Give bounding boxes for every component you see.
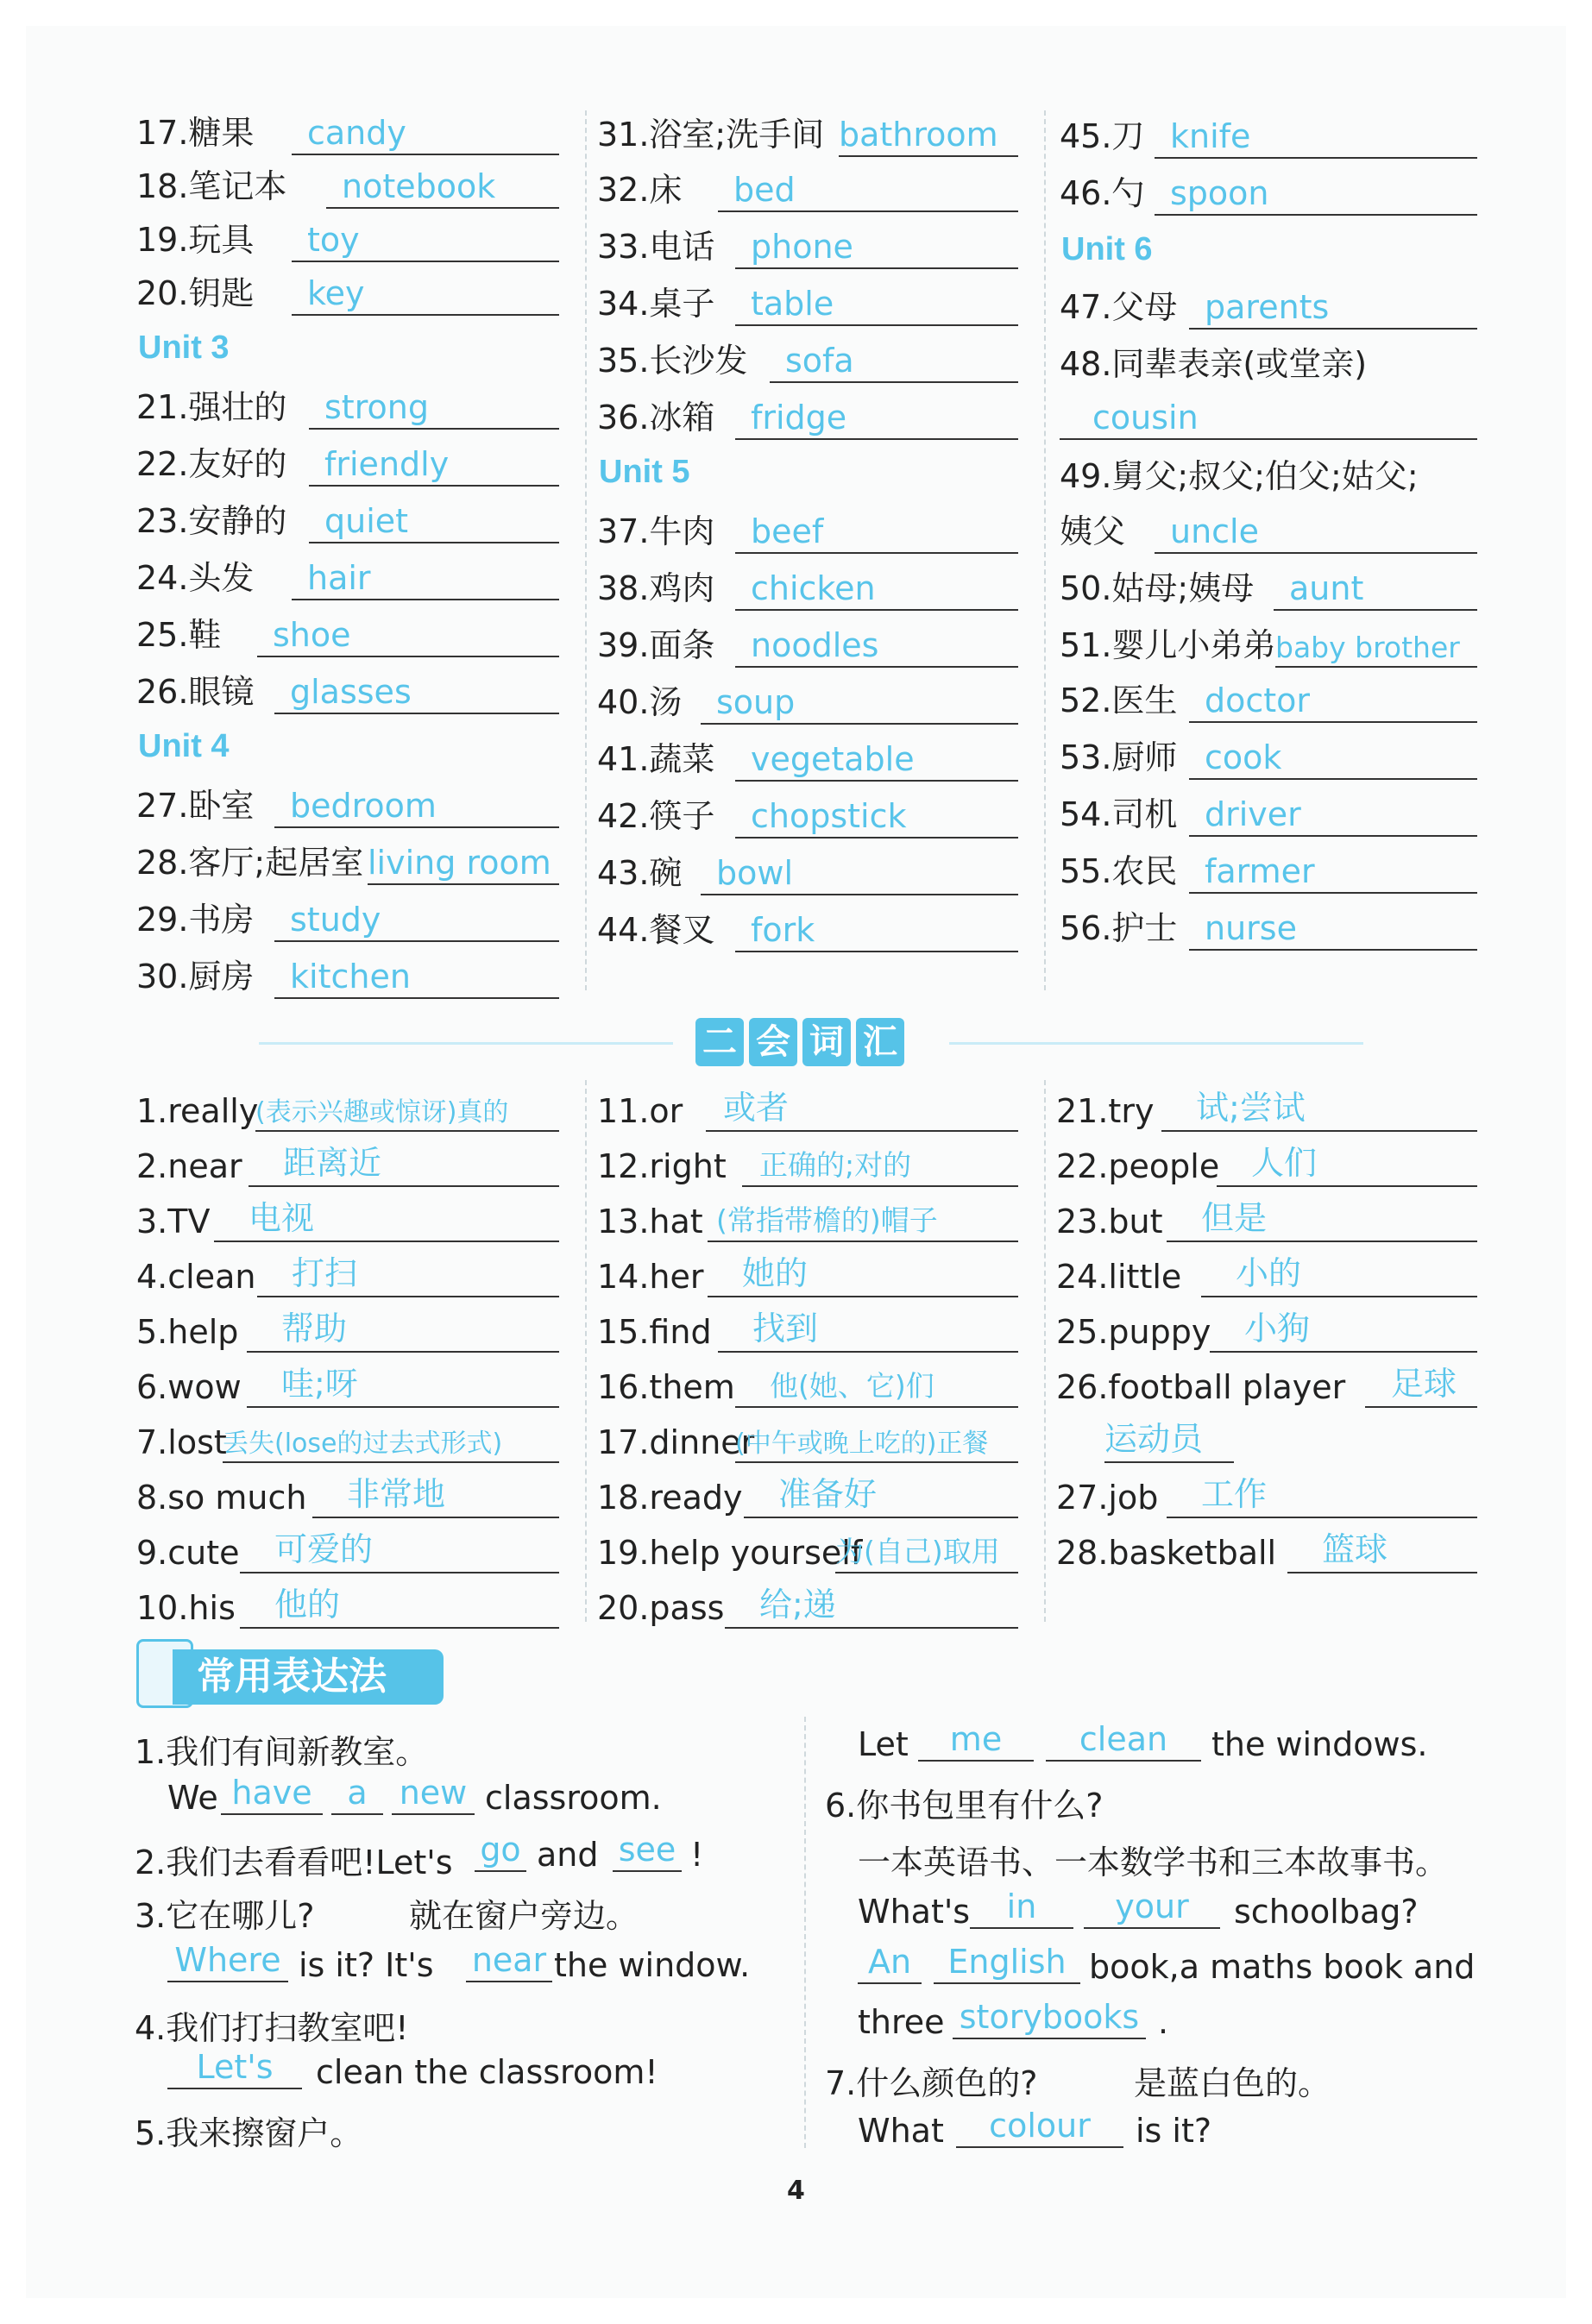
answer-blank[interactable]	[309, 497, 559, 543]
answer-text: 为(自己)取用	[835, 1535, 1000, 1568]
answer-blank[interactable]	[735, 280, 1018, 326]
answer-text: 丢失(lose的过去式形式)	[223, 1429, 503, 1459]
answer-text: 她的	[742, 1254, 809, 1292]
answer-blank[interactable]	[292, 216, 559, 262]
answer-text: driver	[1205, 795, 1301, 833]
answer-blank[interactable]	[274, 895, 559, 942]
answer-text: clean	[1079, 1720, 1168, 1758]
answer-text: bed	[733, 171, 796, 209]
vocab-item: 28.basketball 篮球	[1056, 1522, 1477, 1579]
vocab-item: 6.wow 哇;呀	[136, 1356, 559, 1413]
answer-text: bowl	[716, 854, 794, 892]
vocab-item: 22.友好的 friendly	[136, 435, 559, 492]
answer-text: 帮助	[281, 1310, 348, 1347]
answer-text: notebook	[342, 167, 496, 205]
page-number: 4	[787, 2176, 805, 2206]
section-title-expressions: 常用表达法	[173, 1649, 444, 1705]
answer-blank[interactable]	[742, 1140, 1018, 1187]
vocab-item: 18.ready 准备好	[597, 1467, 1018, 1523]
expression-3-prompt: 3.它在哪儿?	[135, 1897, 315, 1935]
answer-text: 或者	[723, 1089, 790, 1127]
answer-text: 试;尝试	[1196, 1089, 1306, 1127]
vocab-item: 43.碗 bowl	[597, 844, 1018, 901]
vocab-item: 13.hat (常指带檐的)帽子	[597, 1190, 1018, 1247]
expression-6-tail: schoolbag?	[1234, 1893, 1419, 1931]
vocab-item: 15.find 找到	[597, 1301, 1018, 1358]
vocab-item: 14.her 她的	[597, 1246, 1018, 1303]
vocab-item: 42.筷子 chopstick	[597, 787, 1018, 844]
answer-blank[interactable]	[953, 1993, 1146, 2039]
vocab-item: 12.right 正确的;对的	[597, 1135, 1018, 1192]
answer-text: 运动员	[1104, 1420, 1204, 1458]
expression-4-tail: clean the classroom!	[316, 2053, 658, 2091]
answer-blank[interactable]	[835, 1527, 1018, 1573]
answer-blank[interactable]	[167, 2043, 302, 2089]
answer-blank[interactable]	[466, 1936, 552, 1982]
answer-text: doctor	[1205, 681, 1311, 719]
answer-text: your	[1115, 1887, 1189, 1925]
answer-text: friendly	[324, 445, 450, 483]
expression-2-prompt: 2.我们去看看吧!Let's	[135, 1843, 453, 1881]
vocab-item: 5.help 帮助	[136, 1301, 559, 1358]
answer-text: in	[1006, 1887, 1037, 1925]
answer-blank[interactable]	[1189, 790, 1477, 837]
answer-text: baby brother	[1275, 631, 1460, 664]
answer-blank[interactable]	[1189, 676, 1477, 723]
answer-text: chopstick	[751, 797, 907, 835]
answer-blank[interactable]	[956, 2101, 1123, 2148]
title-char: 会	[749, 1018, 797, 1066]
unit-heading: Unit 6	[1061, 231, 1153, 267]
answer-text: 足球	[1391, 1365, 1457, 1403]
answer-text: 给;递	[759, 1586, 836, 1624]
answer-text: bathroom	[839, 116, 998, 154]
vocab-item: 26.眼镜 glasses	[136, 663, 559, 719]
vocab-item: 10.his 他的	[136, 1577, 559, 1634]
answer-text: toy	[307, 221, 360, 259]
answer-text: 正确的;对的	[759, 1148, 912, 1182]
answer-text: glasses	[290, 673, 412, 711]
answer-text: beef	[751, 512, 824, 550]
answer-text: have	[231, 1774, 312, 1812]
answer-text: living room	[368, 844, 551, 882]
expression-3-tail: the window.	[554, 1946, 751, 1984]
answer-blank[interactable]	[613, 1825, 682, 1872]
answer-blank[interactable]	[240, 1527, 559, 1573]
column-divider	[1044, 1080, 1046, 1622]
expression-1-prompt: 1.我们有间新教室。	[135, 1733, 429, 1771]
answer-text: sofa	[785, 342, 854, 380]
answer-blank[interactable]	[701, 849, 1018, 895]
answer-blank[interactable]	[706, 1085, 1018, 1132]
answer-text: 篮球	[1322, 1530, 1388, 1568]
answer-blank[interactable]	[1287, 1527, 1477, 1573]
answer-blank[interactable]	[1046, 1715, 1201, 1762]
vocab-item: 1.really (表示兴趣或惊讶)真的	[136, 1080, 559, 1137]
answer-blank[interactable]	[1104, 1416, 1234, 1463]
answer-text: me	[949, 1720, 1003, 1758]
answer-text: 电视	[249, 1199, 315, 1237]
unit-heading: Unit 4	[138, 728, 230, 764]
answer-text: 非常地	[347, 1475, 446, 1513]
section-title-vocab	[695, 1018, 904, 1066]
answer-blank[interactable]	[770, 336, 1018, 383]
answer-blank[interactable]	[368, 839, 559, 885]
answer-blank[interactable]	[292, 554, 559, 600]
answer-text: (中午或晚上吃的)正餐	[735, 1429, 989, 1459]
answer-blank[interactable]	[247, 1361, 559, 1408]
answer-text: Where	[174, 1941, 281, 1979]
answer-text: parents	[1205, 288, 1330, 326]
answer-text: fork	[751, 911, 815, 949]
answer-blank[interactable]	[257, 611, 559, 657]
answer-blank[interactable]	[221, 1768, 323, 1815]
answer-text: table	[751, 285, 834, 323]
vocab-item: 44.餐叉 fork	[597, 901, 1018, 958]
answer-text: 他(她、它)们	[770, 1369, 934, 1403]
answer-blank[interactable]	[1189, 847, 1477, 894]
vocab-item: 27.job 工作	[1056, 1467, 1477, 1523]
answer-blank[interactable]	[274, 782, 559, 828]
answer-blank[interactable]	[255, 1085, 559, 1132]
vocab-item: 40.汤 soup	[597, 673, 1018, 730]
answer-blank[interactable]	[309, 383, 559, 430]
vocab-item: 35.长沙发 sofa	[597, 331, 1018, 388]
answer-blank[interactable]	[240, 1582, 559, 1629]
expression-5-tail: the windows.	[1211, 1725, 1428, 1763]
expression-7-prompt: 7.什么颜色的?	[825, 2064, 1038, 2102]
answer-text: fridge	[751, 399, 847, 437]
vocab-item: 3.TV 电视	[136, 1190, 559, 1247]
expression-2-end: !	[690, 1836, 704, 1874]
answer-blank[interactable]	[1274, 564, 1477, 611]
answer-text: 距离近	[283, 1144, 382, 1182]
answer-blank[interactable]	[167, 1936, 288, 1982]
answer-text: chicken	[751, 569, 876, 607]
answer-text: English	[947, 1943, 1067, 1981]
expression-3-isit: is it? It's	[299, 1946, 434, 1984]
answer-blank[interactable]	[326, 162, 559, 209]
answer-blank[interactable]	[1161, 1085, 1477, 1132]
answer-text: An	[867, 1943, 912, 1981]
answer-blank[interactable]	[839, 110, 1018, 157]
expression-6-answer-prompt: 一本英语书、一本数学书和三本故事书。	[858, 1843, 1449, 1881]
answer-blank[interactable]	[735, 735, 1018, 782]
answer-blank[interactable]	[1084, 1882, 1220, 1929]
vocab-item: 49.舅父;叔父;伯父;姑父;	[1060, 457, 1419, 495]
vocab-item: 20.pass 给;递	[597, 1577, 1018, 1634]
column-divider	[804, 1717, 806, 2148]
answer-text: 打扫	[292, 1254, 358, 1292]
vocab-item: 36.冰箱 fridge	[597, 388, 1018, 445]
vocab-item: 34.桌子 table	[597, 274, 1018, 331]
answer-text: aunt	[1289, 569, 1364, 607]
vocab-item: 48.同辈表亲(或堂亲)	[1060, 345, 1368, 383]
answer-blank[interactable]	[1201, 1251, 1477, 1297]
vocab-item: 19.help yourself 为(自己)取用	[597, 1522, 1018, 1579]
vocab-item: 41.蔬菜 vegetable	[597, 730, 1018, 787]
vocab-item: 23.but 但是	[1056, 1190, 1477, 1247]
answer-text: nurse	[1205, 909, 1297, 947]
expression-7-tail: is it?	[1136, 2112, 1212, 2150]
answer-text: 小的	[1236, 1254, 1302, 1292]
answer-blank[interactable]	[1275, 621, 1477, 668]
answer-text: phone	[751, 228, 853, 266]
answer-text: 小狗	[1244, 1310, 1311, 1347]
vocab-item-continuation: 姨父 uncle	[1060, 502, 1477, 559]
vocab-item: 56.护士 nurse	[1060, 899, 1477, 956]
answer-blank[interactable]	[1189, 904, 1477, 951]
vocab-item: 39.面条 noodles	[597, 616, 1018, 673]
answer-blank[interactable]	[970, 1882, 1073, 1929]
vocab-item: 23.安静的 quiet	[136, 492, 559, 549]
expression-4-prompt: 4.我们打扫教室吧!	[135, 2009, 409, 2047]
unit-heading: Unit 3	[138, 330, 230, 366]
answer-blank[interactable]	[1189, 283, 1477, 330]
answer-blank[interactable]	[701, 678, 1018, 725]
answer-text: vegetable	[751, 740, 915, 778]
answer-text: uncle	[1170, 512, 1259, 550]
answer-text: shoe	[273, 616, 351, 654]
vocab-item: 4.clean 打扫	[136, 1246, 559, 1303]
answer-text: hair	[307, 559, 371, 597]
vocab-item: 9.cute 可爱的	[136, 1522, 559, 1579]
answer-blank[interactable]	[1155, 112, 1477, 159]
vocab-item: 50.姑母;姨母 aunt	[1060, 559, 1477, 616]
vocab-item: 25.鞋 shoe	[136, 606, 559, 663]
answer-blank[interactable]	[312, 1472, 559, 1518]
expression-6-dot: .	[1158, 2003, 1169, 2041]
answer-blank[interactable]	[1189, 733, 1477, 780]
expression-6-whats: What's	[858, 1893, 971, 1931]
answer-blank[interactable]	[247, 1306, 559, 1353]
expression-7-answer-prompt: 是蓝白色的。	[1134, 2064, 1331, 2102]
vocab-item: 27.卧室 bedroom	[136, 776, 559, 833]
vocab-item: 52.医生 doctor	[1060, 671, 1477, 728]
answer-blank[interactable]	[475, 1825, 526, 1872]
vocab-item: 24.头发 hair	[136, 549, 559, 606]
answer-text: farmer	[1205, 852, 1315, 890]
answer-blank[interactable]	[718, 166, 1018, 212]
expression-2-and: and	[537, 1836, 599, 1874]
answer-text: near	[471, 1941, 547, 1979]
answer-text: spoon	[1170, 174, 1269, 212]
vocab-item: 17.糖果 candy	[136, 104, 559, 160]
column-divider	[585, 1080, 587, 1622]
vocab-item: 11.or 或者	[597, 1080, 1018, 1137]
title-char: 词	[802, 1018, 851, 1066]
answer-text: soup	[716, 683, 796, 721]
answer-text: study	[290, 901, 381, 939]
vocab-item: 54.司机 driver	[1060, 785, 1477, 842]
answer-blank[interactable]	[292, 269, 559, 316]
answer-text: new	[399, 1774, 468, 1812]
answer-blank[interactable]	[735, 621, 1018, 668]
expression-6-prompt: 6.你书包里有什么?	[825, 1787, 1104, 1825]
answer-blank[interactable]	[735, 792, 1018, 839]
expression-6-book: book,a maths book and	[1089, 1948, 1476, 1986]
expression-1-lead: We	[167, 1779, 218, 1817]
answer-text: quiet	[324, 502, 409, 540]
title-char: 汇	[856, 1018, 904, 1066]
answer-blank[interactable]	[1155, 507, 1477, 554]
unit-heading: Unit 5	[599, 454, 690, 490]
answer-blank[interactable]	[1217, 1140, 1477, 1187]
vocab-item: 16.them 他(她、它)们	[597, 1356, 1018, 1413]
answer-text: 可爱的	[274, 1530, 374, 1568]
vocab-item: 37.牛肉 beef	[597, 502, 1018, 559]
vocab-item: 45.刀 knife	[1060, 107, 1477, 164]
vocab-item: 7.lost 丢失(lose的过去式形式)	[136, 1411, 559, 1468]
answer-blank[interactable]	[309, 440, 559, 487]
answer-blank[interactable]	[735, 564, 1018, 611]
answer-text: Let's	[196, 2048, 274, 2086]
vocab-item: 38.鸡肉 chicken	[597, 559, 1018, 616]
vocab-item: 24.little 小的	[1056, 1246, 1477, 1303]
answer-blank[interactable]	[735, 393, 1018, 440]
vocab-item: 29.书房 study	[136, 890, 559, 947]
answer-blank[interactable]	[1060, 393, 1477, 440]
vocab-item: 53.厨师 cook	[1060, 728, 1477, 785]
vocab-item: 26.football player 足球	[1056, 1356, 1477, 1413]
answer-blank[interactable]	[934, 1938, 1080, 1984]
expression-5-let: Let	[858, 1725, 909, 1763]
answer-text: go	[480, 1831, 521, 1869]
answer-text: 准备好	[778, 1475, 878, 1513]
title-char: 二	[695, 1018, 744, 1066]
section-rule-left	[259, 1042, 673, 1045]
vocab-item: 32.床 bed	[597, 160, 1018, 217]
answer-text: (常指带檐的)帽子	[716, 1203, 938, 1237]
answer-blank[interactable]	[1167, 1472, 1477, 1518]
answer-text: key	[307, 274, 365, 312]
answer-text: (表示兴趣或惊讶)真的	[255, 1097, 509, 1127]
expression-7-what: What	[858, 2112, 944, 2150]
answer-text: bedroom	[290, 787, 437, 825]
answer-text: knife	[1170, 117, 1251, 155]
answer-text: noodles	[751, 626, 879, 664]
answer-text: cook	[1205, 738, 1282, 776]
vocab-item: 55.农民 farmer	[1060, 842, 1477, 899]
answer-blank[interactable]	[735, 1416, 1018, 1463]
answer-blank[interactable]	[1155, 169, 1477, 216]
answer-blank[interactable]	[223, 1416, 559, 1463]
answer-text: 工作	[1201, 1475, 1268, 1513]
expression-3-answer-prompt: 就在窗户旁边。	[409, 1897, 639, 1935]
answer-text: strong	[324, 388, 429, 426]
vocab-item: 19.玩具 toy	[136, 210, 559, 267]
vocab-item: 46.勺 spoon	[1060, 164, 1477, 221]
vocab-item: 8.so much 非常地	[136, 1467, 559, 1523]
answer-blank[interactable]	[708, 1196, 1018, 1242]
vocab-item: 21.try 试;尝试	[1056, 1080, 1477, 1137]
answer-text: see	[618, 1831, 676, 1869]
answer-text: kitchen	[290, 958, 411, 996]
vocab-item: 31.浴室;洗手间 bathroom	[597, 105, 1018, 162]
vocab-item: 20.钥匙 key	[136, 264, 559, 321]
expression-1-tail: classroom.	[485, 1779, 662, 1817]
answer-blank[interactable]	[1167, 1196, 1477, 1242]
answer-blank[interactable]	[257, 1251, 559, 1297]
answer-blank[interactable]	[735, 906, 1018, 952]
answer-blank[interactable]	[292, 109, 559, 155]
vocab-item: 47.父母 parents	[1060, 278, 1477, 335]
answer-blank[interactable]	[725, 1582, 1018, 1629]
column-divider	[585, 110, 587, 990]
expression-6-three: three	[858, 2003, 945, 2041]
column-divider	[1044, 110, 1046, 990]
answer-blank[interactable]	[718, 1306, 1018, 1353]
answer-text: 人们	[1251, 1144, 1318, 1182]
vocab-item: 33.电话 phone	[597, 217, 1018, 274]
vocab-item: 25.puppy 小狗	[1056, 1301, 1477, 1358]
vocab-item: 51.婴儿小弟弟 baby brother	[1060, 616, 1477, 673]
vocab-item: 22.people 人们	[1056, 1135, 1477, 1192]
answer-blank[interactable]	[1210, 1306, 1477, 1353]
answer-text: a	[347, 1774, 368, 1812]
answer-blank[interactable]	[744, 1472, 1018, 1518]
answer-text: 哇;呀	[281, 1365, 358, 1403]
vocab-item: 17.dinner (中午或晚上吃的)正餐	[597, 1411, 1018, 1468]
answer-text: storybooks	[959, 1998, 1140, 2036]
section-rule-right	[949, 1042, 1363, 1045]
answer-blank[interactable]	[274, 668, 559, 714]
answer-blank[interactable]	[331, 1768, 383, 1815]
answer-text: cousin	[1092, 399, 1199, 437]
answer-blank[interactable]	[392, 1768, 475, 1815]
vocab-item-continuation	[1056, 1411, 1477, 1468]
vocab-item: 21.强壮的 strong	[136, 378, 559, 435]
vocab-item-continuation	[1060, 388, 1477, 445]
answer-blank[interactable]	[274, 952, 559, 999]
answer-blank[interactable]	[858, 1938, 922, 1984]
expression-5-prompt: 5.我来擦窗户。	[135, 2114, 363, 2152]
answer-blank[interactable]	[249, 1140, 559, 1187]
answer-text: 找到	[752, 1310, 819, 1347]
answer-blank[interactable]	[918, 1715, 1034, 1762]
vocab-item: 18.笔记本 notebook	[136, 157, 559, 214]
vocab-item: 30.厨房 kitchen	[136, 947, 559, 1004]
answer-text: colour	[989, 2107, 1091, 2145]
answer-blank[interactable]	[214, 1196, 559, 1242]
vocab-item: 2.near 距离近	[136, 1135, 559, 1192]
answer-text: 但是	[1201, 1199, 1268, 1237]
answer-blank[interactable]	[735, 507, 1018, 554]
answer-blank[interactable]	[735, 223, 1018, 269]
answer-blank[interactable]	[708, 1251, 1018, 1297]
vocab-item: 28.客厅;起居室 living room	[136, 833, 559, 890]
answer-text: candy	[307, 114, 406, 152]
answer-blank[interactable]	[1365, 1361, 1477, 1408]
answer-blank[interactable]	[735, 1361, 1018, 1408]
answer-text: 他的	[274, 1586, 341, 1624]
